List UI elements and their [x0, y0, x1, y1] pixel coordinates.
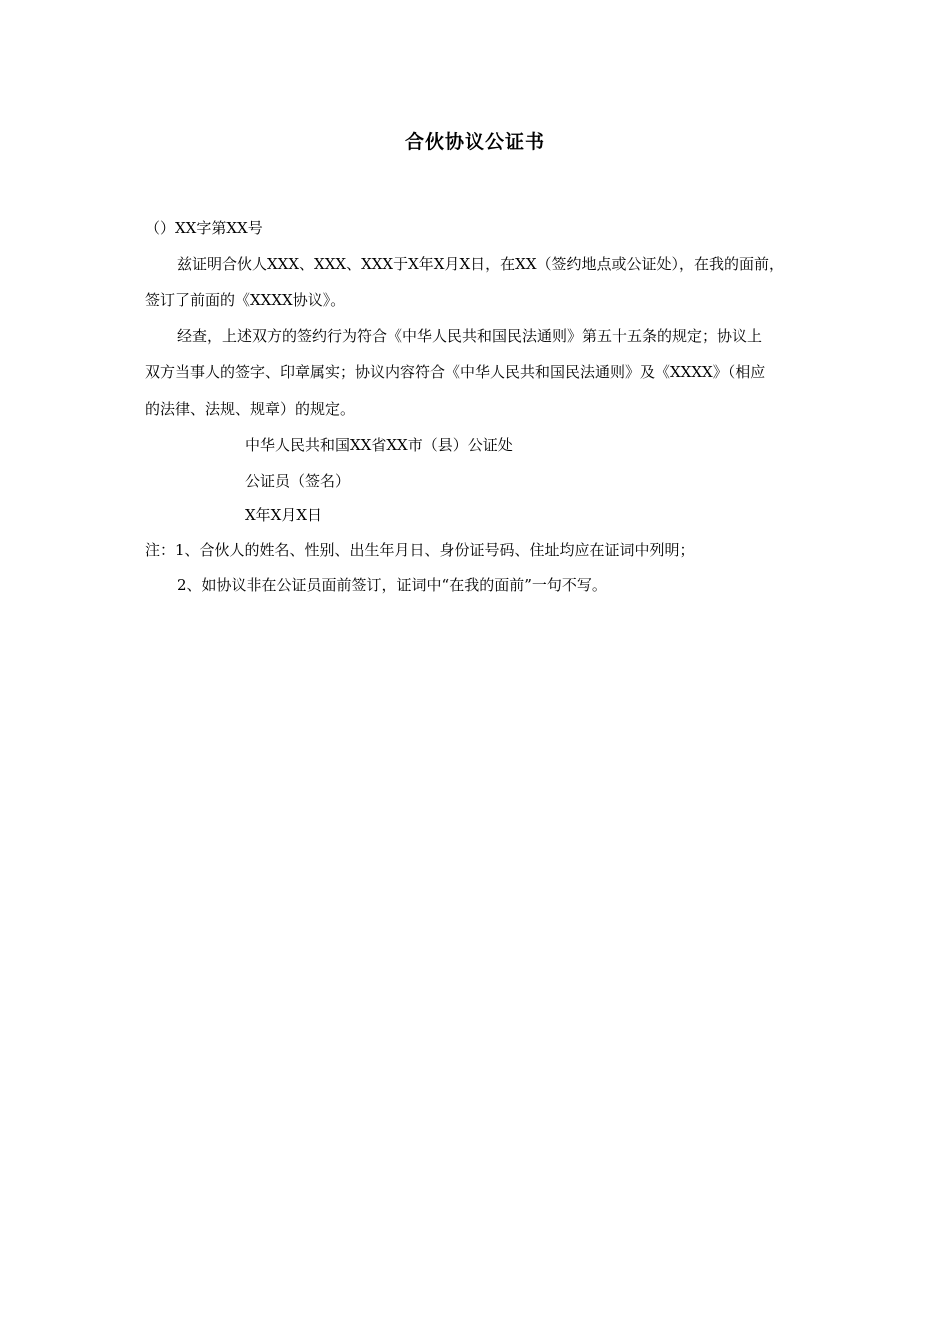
- paragraph-1-line-2: 签订了前面的《XXXX协议》。: [145, 291, 346, 309]
- document-number: （）XX字第XX号: [145, 219, 263, 237]
- paragraph-2-line-1: 经查，上述双方的签约行为符合《中华人民共和国民法通则》第五十五条的规定；协议上: [177, 327, 763, 345]
- paragraph-1-line-1: 兹证明合伙人XXX、XXX、XXX于X年X月X日，在XX（签约地点或公证处），在我的面前，: [177, 255, 785, 273]
- notary-office: 中华人民共和国XX省XX市（县）公证处: [245, 436, 513, 454]
- notary-date: X年X月X日: [245, 506, 323, 524]
- document-title: 合伙协议公证书: [404, 131, 545, 153]
- notary-signature: 公证员（签名）: [245, 472, 351, 490]
- note-1: 注：1、合伙人的姓名、性别、出生年月日、身份证号码、住址均应在证词中列明；: [145, 541, 695, 559]
- note-2: 2、如协议非在公证员面前签订，证词中“在我的面前”一句不写。: [177, 576, 607, 594]
- paragraph-2-line-3: 的法律、法规、规章）的规定。: [145, 400, 356, 418]
- paragraph-2-line-2: 双方当事人的签字、印章属实；协议内容符合《中华人民共和国民法通则》及《XXXX》（相应: [145, 363, 766, 381]
